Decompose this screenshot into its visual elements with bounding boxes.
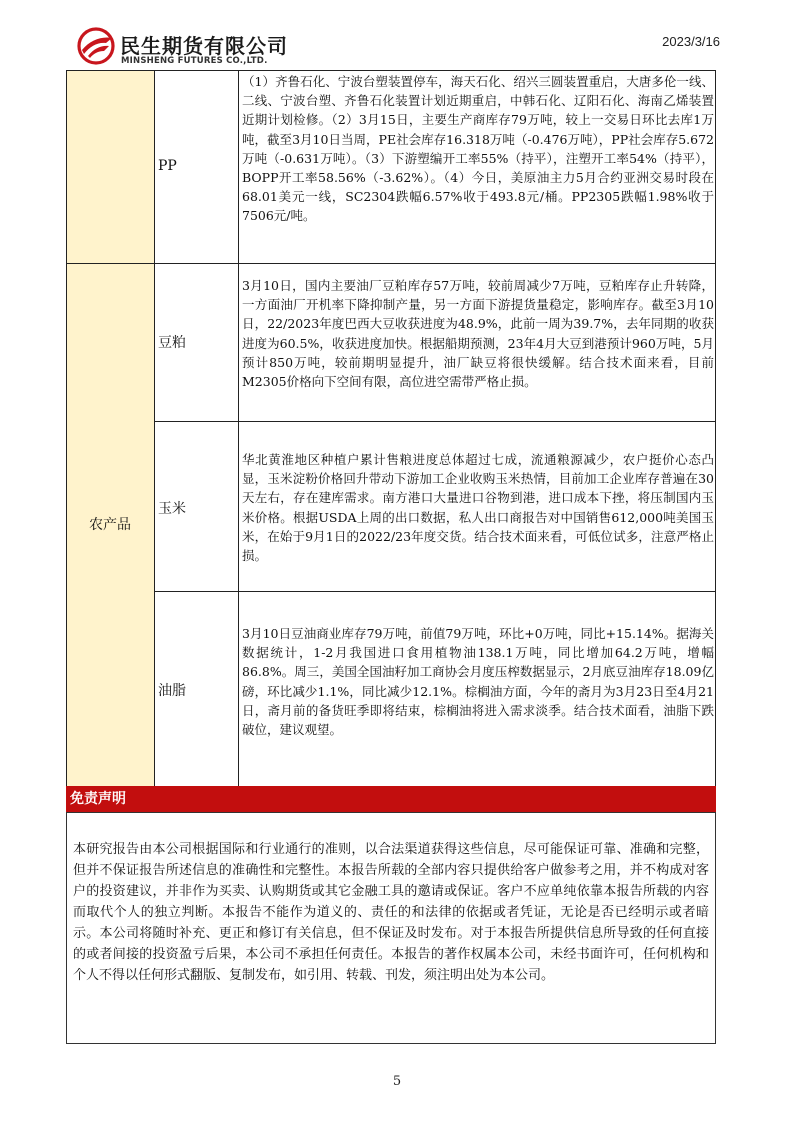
- product-label: 豆粕: [158, 335, 186, 351]
- product-label: 玉米: [158, 501, 186, 517]
- disclaimer-box: [66, 812, 716, 1044]
- table-border-right: [715, 70, 716, 786]
- row-divider: [66, 70, 716, 71]
- description-soymeal: 3月10日，国内主要油厂豆粕库存57万吨，较前周减少7万吨，豆粕库存止升转降，一方面油厂开机率下降抑制产量，另一方面下游提货量稳定，影响库存。截至3月10日，22/2023年度巴西大豆收获进度为48.9%，此前一周为39.7%，去年同期的收获进度为60.5%，收获进度加快。根据船期预测，23年4月大豆到港预计960万吨，5月预计850万吨，较前期明显提升，油厂缺豆将很快缓解。结合技术面来看，目前M2305价格向下空间有限，高位进空需带严格止损。: [242, 278, 714, 390]
- table-border-left: [66, 70, 67, 786]
- category-label: 农产品: [89, 517, 131, 533]
- product-label: PP: [158, 158, 177, 174]
- description-oils: 3月10日豆油商业库存79万吨，前值79万吨，环比+0万吨，同比+15.14%。据海关数据统计，1-2月我国进口食用植物油138.1万吨，同比增加64.2万吨，增幅86.8%。周三，美国全国油籽加工商协会月度压榨数据显示，2月底豆油库存18.09亿磅，环比减少1.1%，同比减少12.1%。棕榈油方面，今年的斋月为3月23日至4月21日，斋月前的备货旺季即将结束，棕榈油将进入需求淡季。结合技术面看，油脂下跌破位，建议观望。: [242, 626, 714, 738]
- row-divider: [155, 591, 716, 592]
- row-divider: [66, 263, 716, 264]
- product-cell-corn: [155, 422, 239, 592]
- disclaimer-title: 免责声明: [66, 786, 716, 812]
- report-date: 2023/3/16: [662, 34, 720, 49]
- product-cell-oils: [155, 592, 239, 786]
- category-cell-chemicals: [66, 70, 155, 264]
- product-cell-pp: [155, 70, 239, 264]
- minsheng-logo-icon: [76, 26, 116, 66]
- description-corn: 华北黄淮地区种植户累计售粮进度总体超过七成，流通粮源减少，农户挺价心态凸显，玉米淀粉价格回升带动下游加工企业收购玉米热情，目前加工企业库存普遍在30天左右，存在建库需求。南方港口大量进口谷物到港，进口成本下挫，将压制国内玉米价格。根据USDA上周的出口数据，私人出口商报告对中国销售612,000吨美国玉米，在始于9月1日的2022/23年度交货。结合技术面来看，可低位试多，注意严格止损。: [242, 452, 714, 564]
- product-label: 油脂: [158, 683, 186, 699]
- category-cell-agriculture: [66, 264, 155, 786]
- disclaimer-text: 本研究报告由本公司根据国际和行业通行的准则，以合法渠道获得这些信息，尽可能保证可靠、准确和完整，但并不保证报告所述信息的准确性和完整性。本报告所载的全部内容只提供给客户做参考之用，并不构成对客户的投资建议，并非作为买卖、认购期货或其它金融工具的邀请或保证。客户不应单纯依靠本报告所载的内容而取代个人的独立判断。本报告不能作为道义的、责任的和法律的依据或者凭证，无论是否已经明示或者暗示。本公司将随时补充、更正和修订有关信息，但不保证及时发布。对于本报告所提供信息所导致的任何直接的或者间接的投资盈亏后果，本公司不承担任何责任。本报告的著作权属本公司，未经书面许可，任何机构和个人不得以任何形式翻版、复制发布，如引用、转载、刊发，须注明出处为本公司。: [73, 842, 709, 983]
- brand-name-en: MINSHENG FUTURES CO.,LTD.: [121, 56, 268, 66]
- page-number: 5: [392, 1074, 402, 1089]
- commodity-table: [66, 70, 716, 786]
- product-cell-soymeal: [155, 264, 239, 422]
- brand-name-cn: 民生期货有限公司: [120, 34, 288, 58]
- row-divider: [155, 421, 716, 422]
- page-header: [76, 26, 726, 70]
- description-pp: （1）齐鲁石化、宁波台塑装置停车，海天石化、绍兴三圆装置重启，大唐多伦一线、二线、宁波台塑、齐鲁石化装置计划近期重启，中韩石化、辽阳石化、海南乙烯装置近期计划检修。（2）3月15日，主要生产商库存79万吨，较上一交易日环比去库1万吨，截至3月10日当周，PE社会库存16.318万吨（-0.476万吨），PP社会库存5.672万吨（-0.631万吨）。（3）下游塑编开工率55%（持平），注塑开工率54%（持平），BOPP开工率58.56%（-3.62%）。（4）今日，美原油主力5月合约亚洲交易时段在68.01美元一线，SC2304跌幅6.57%收于493.8元/桶。PP2305跌幅1.98%收于7506元/吨。: [242, 74, 714, 224]
